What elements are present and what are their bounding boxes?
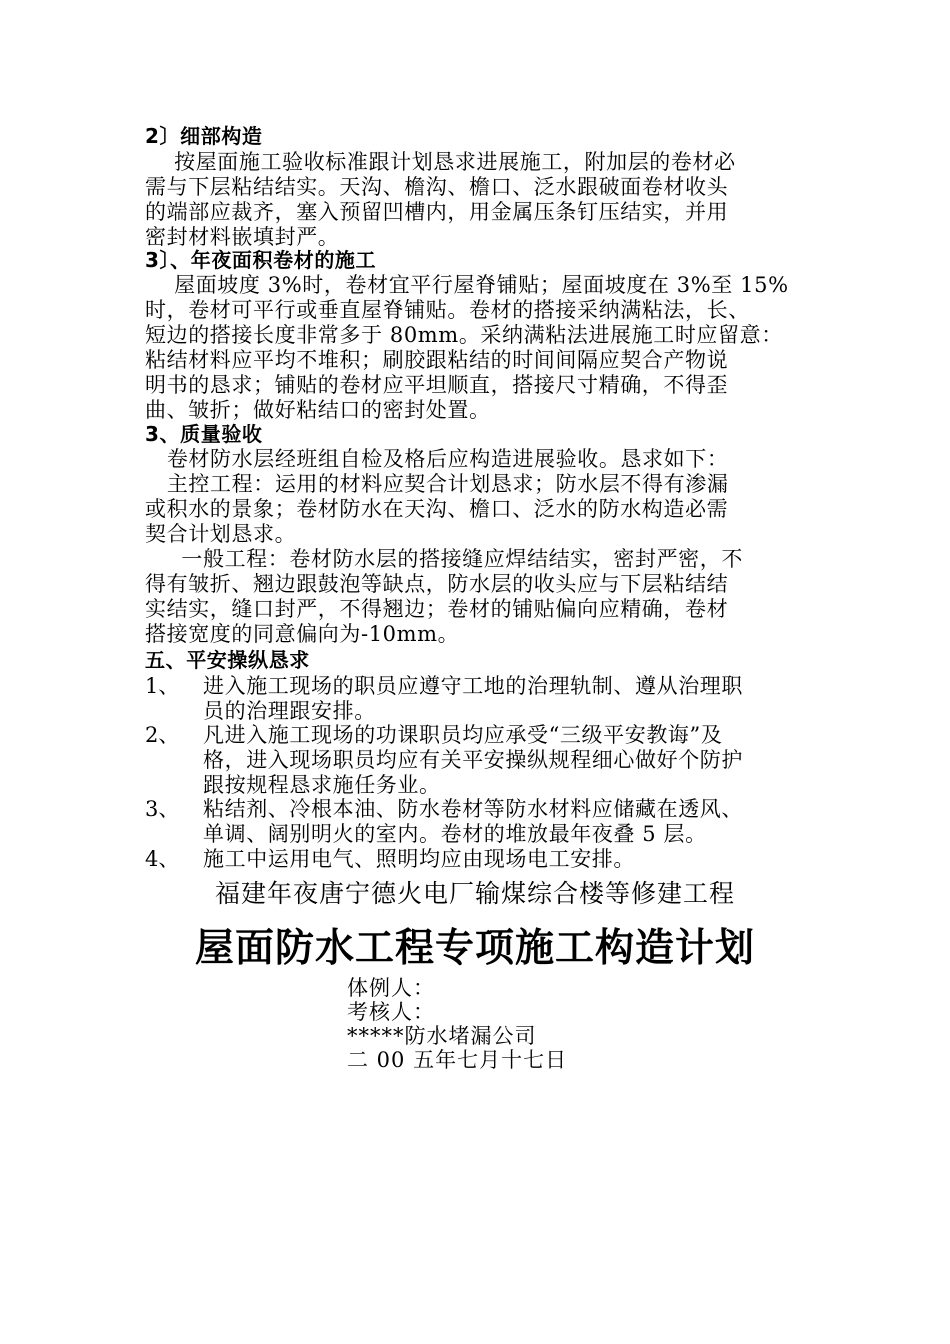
company-name: *****防水堵漏公司 <box>347 1024 537 1048</box>
section-heading-large-area: 3〕、年夜面积卷材的施工 <box>145 248 377 272</box>
project-name: 福建年夜唐宁德火电厂输煤综合楼等修建工程 <box>214 879 735 908</box>
paragraph-line: 实结实，缝口封严，不得翘边；卷材的铺贴偏向应精确，卷材 <box>145 597 729 621</box>
paragraph-line: 得有皱折、翘边跟鼓泡等缺点，防水层的收头应与下层粘结结 <box>145 572 729 596</box>
document-title: 屋面防水工程专项施工构造计划 <box>194 925 755 971</box>
paragraph-line: 曲、皱折；做好粘结口的密封处置。 <box>145 398 491 422</box>
paragraph-line: 按屋面施工验收标准跟计划恳求进展施工，附加层的卷材必 <box>145 150 736 174</box>
paragraph-line: 卷材防水层经班组自检及格后应构造进展验收。恳求如下： <box>145 447 729 471</box>
list-item-line: 跟按规程恳求施任务业。 <box>203 773 441 797</box>
paragraph-line: 搭接宽度的同意偏向为-10mm。 <box>145 622 460 646</box>
paragraph-line: 的端部应裁齐，塞入预留凹槽内，用金属压条钉压结实，并用 <box>145 200 729 224</box>
paragraph-line: 密封材料嵌填封严。 <box>145 225 340 249</box>
section-heading-safety: 五、平安操纵恳求 <box>145 648 310 672</box>
list-item-line: 格，进入现场职员均应有关平安操纵规程细心做好个防护 <box>203 748 743 772</box>
paragraph-line: 屋面坡度 3%时，卷材宜平行屋脊铺贴；屋面坡度在 3%至 15% <box>145 273 789 297</box>
list-item-line: 进入施工现场的职员应遵守工地的治理轨制、遵从治理职 <box>203 674 743 698</box>
paragraph-line: 明书的恳求；铺贴的卷材应平坦顺直，搭接尺寸精确，不得歪 <box>145 373 729 397</box>
paragraph-line: 或积水的景象；卷材防水在天沟、檐口、泛水的防水构造必需 <box>145 497 729 521</box>
compiler-label: 体例人： <box>347 976 435 1000</box>
list-item-number: 2、 <box>145 723 180 747</box>
list-item-line: 凡进入施工现场的功课职员均应承受“三级平安教诲”及 <box>203 723 723 747</box>
paragraph-line: 契合计划恳求。 <box>145 522 297 546</box>
paragraph-line: 需与下层粘结结实。天沟、檐沟、檐口、泛水跟破面卷材收头 <box>145 175 729 199</box>
list-item-line: 施工中运用电气、照明均应由现场电工安排。 <box>203 847 635 871</box>
document-date: 二 00 五年七月十七日 <box>347 1048 568 1072</box>
list-item-line: 粘结剂、冷根本油、防水卷材等防水材料应储藏在透风、 <box>203 797 743 821</box>
paragraph-line: 一般工程：卷材防水层的搭接缝应焊结结实，密封严密，不 <box>145 547 743 571</box>
list-item-number: 1、 <box>145 674 180 698</box>
list-item-line: 单调、阔别明火的室内。卷材的堆放最年夜叠 5 层。 <box>203 822 707 846</box>
list-item-number: 3、 <box>145 797 180 821</box>
paragraph-line: 主控工程：运用的材料应契合计划恳求；防水层不得有渗漏 <box>145 472 729 496</box>
paragraph-line: 时，卷材可平行或垂直屋脊铺贴。卷材的搭接采纳满粘法，长、 <box>145 298 750 322</box>
paragraph-line: 短边的搭接长度非常多于 80mm。采纳满粘法进展施工时应留意： <box>145 323 783 347</box>
list-item-number: 4、 <box>145 847 180 871</box>
paragraph-line: 粘结材料应平均不堆积；刷胶跟粘结的时间间隔应契合产物说 <box>145 348 729 372</box>
section-heading-detail: 2〕细部构造 <box>145 124 263 148</box>
list-item-line: 员的治理跟安排。 <box>203 699 376 723</box>
section-heading-quality: 3、质量验收 <box>145 422 263 446</box>
reviewer-label: 考核人： <box>347 1000 435 1024</box>
